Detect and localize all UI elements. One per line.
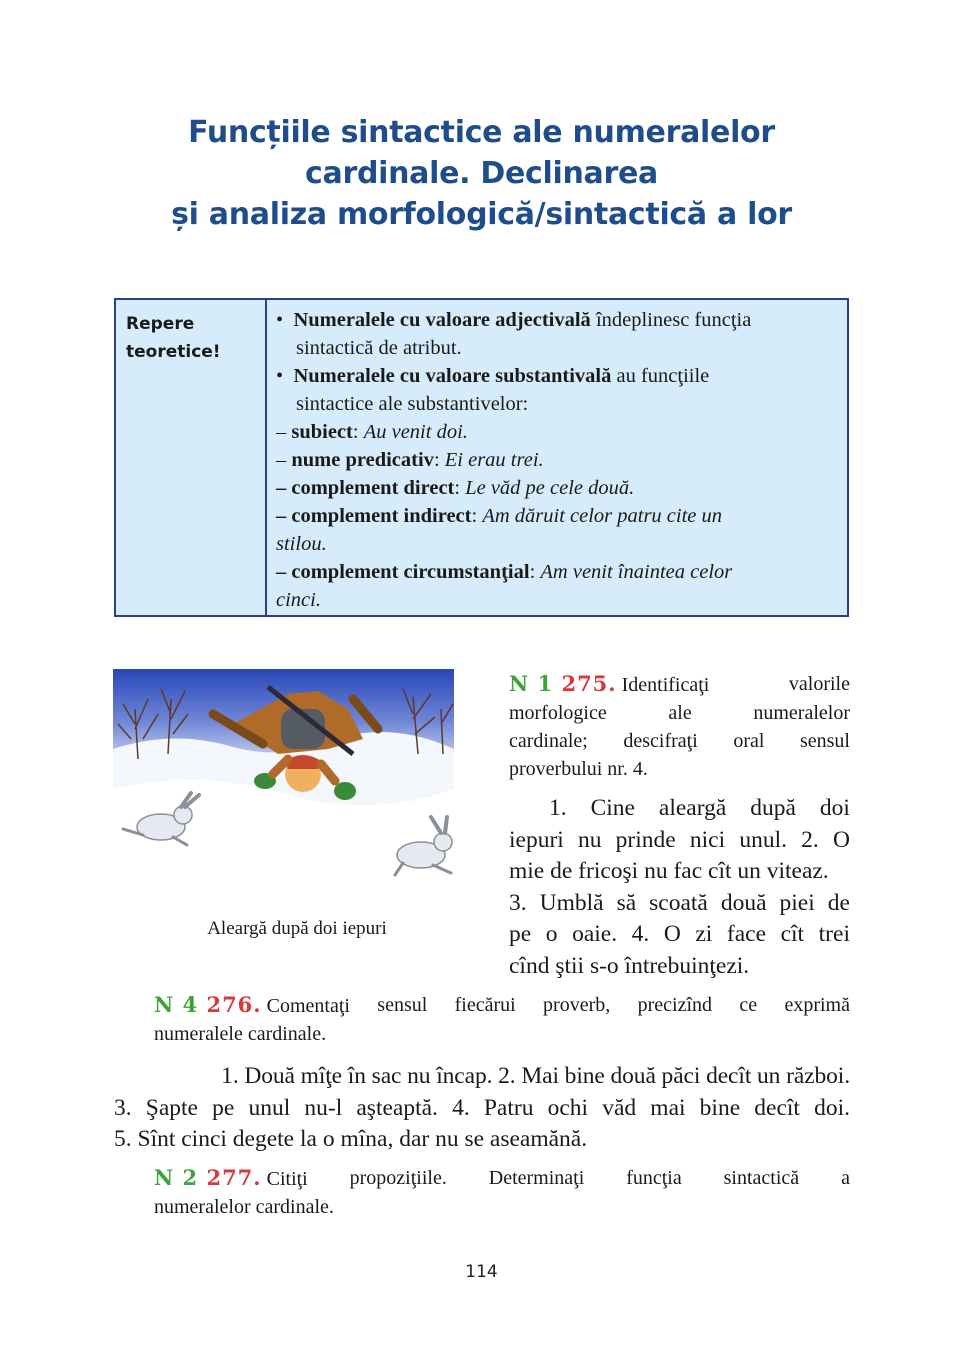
title-line-1: Funcțiile sintactice ale numeralelor: [188, 115, 775, 150]
ex276-instruction-line-2: numeralele cardinale.: [154, 1023, 327, 1045]
exercise-277: [154, 1164, 850, 1221]
ex275-instruction-line-1: N 1 275. Identificaţi valorile: [509, 671, 850, 696]
box-divider: [265, 300, 267, 615]
title-line-2: cardinale. Declinarea: [305, 156, 658, 191]
function-item: – nume predicativ: Ei erau trei.: [276, 449, 544, 471]
function-item: – complement circumstanţial: Am venit înaintea celor: [276, 561, 733, 583]
illustration-caption: Aleargă după doi iepuri: [207, 918, 387, 939]
page-number: 114: [465, 1262, 498, 1282]
page-title: [0, 112, 963, 235]
ex276-proverbs: [114, 1061, 850, 1156]
theory-content: [276, 306, 841, 614]
function-item: – subiect: Au venit doi.: [276, 421, 468, 443]
proverb-line: 5. Sînt cinci degete la o mîna, dar nu se aseamănă.: [114, 1126, 588, 1152]
ex275-instruction-line-2: morfologice ale numeralelor: [509, 702, 850, 724]
function-item-cont: cinci.: [276, 589, 321, 611]
ex277-instruction-line-1: N 2 277. Citiţi propoziţiile. Determinaţi funcţia sintactică a: [154, 1165, 850, 1190]
exercise-number: N 2 277.: [154, 1165, 262, 1190]
proverb-line: 3. Umblă să scoată două piei de: [509, 889, 850, 916]
exercise-number: N 4 276.: [154, 992, 262, 1017]
bullet-substantival: • Numeralele cu valoare substantivală au funcţiile: [276, 365, 710, 387]
theory-label: Repere teoretice!: [126, 314, 221, 362]
bullet-substantival-cont: sintactice ale substantivelor:: [296, 393, 529, 415]
bullet-adjectival: • Numeralele cu valoare adjectivală îndeplinesc funcţia: [276, 309, 752, 331]
exercise-276: [154, 991, 850, 1048]
title-line-3: și analiza morfologică/sintactică a lor: [171, 197, 792, 232]
proverb-line: mie de fricoşi nu fac cît un viteaz.: [509, 858, 829, 884]
function-item-cont: stilou.: [276, 533, 327, 555]
ex275-instruction-line-4: proverbului nr. 4.: [509, 758, 648, 780]
ex275-proverbs: [509, 793, 850, 982]
exercise-275: [509, 670, 850, 783]
ex275-instruction-line-3: cardinale; descifraţi oral sensul: [509, 730, 850, 752]
proverb-line: iepuri nu prinde nici unul. 2. O: [509, 826, 850, 853]
exercise-number: N 1 275.: [509, 671, 617, 696]
winter-hunter-illustration: [113, 669, 454, 892]
ex276-instruction-line-1: N 4 276. Comentaţi sensul fiecărui proverb, precizînd ce exprimă: [154, 992, 850, 1017]
bullet-adjectival-cont: sintactică de atribut.: [296, 337, 462, 359]
proverb-line: cînd ştii s-o întrebuinţezi.: [509, 952, 750, 979]
function-item: – complement indirect: Am dăruit celor patru cite un: [276, 505, 723, 527]
function-item: – complement direct: Le văd pe cele două.: [276, 477, 635, 499]
proverb-line: 3. Şapte pe unul nu-l aşteaptă. 4. Patru ochi văd mai bine decît doi.: [114, 1094, 850, 1121]
ex277-instruction-line-2: numeralelor cardinale.: [154, 1196, 334, 1218]
proverb-line: 1. Cine aleargă după doi: [549, 795, 850, 821]
theory-box: [114, 298, 849, 617]
proverb-line: pe o oaie. 4. O zi face cît trei: [509, 921, 850, 947]
proverb-line: 1. Două mîţe în sac nu încap. 2. Mai bine două păci decît un război.: [221, 1063, 850, 1089]
